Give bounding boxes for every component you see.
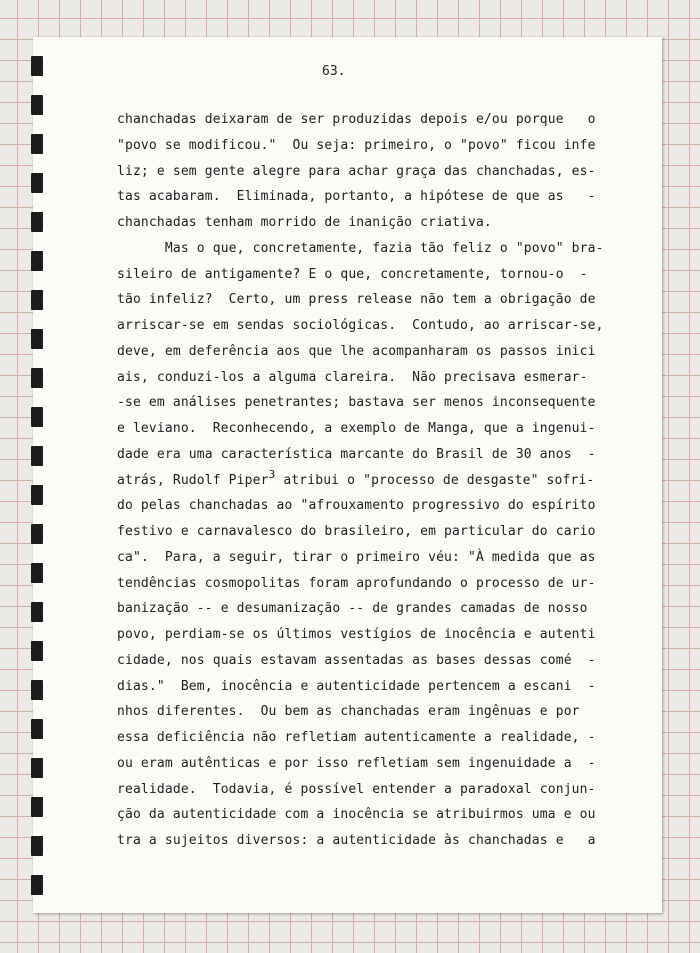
- text-line: chanchadas deixaram de ser produzidas depois e/ou porque o: [117, 112, 596, 127]
- text-line: liz; e sem gente alegre para achar graça das chanchadas, es-: [117, 163, 596, 179]
- text-line: essa deficiência não refletiam autenticamente a realidade, -: [117, 730, 596, 745]
- text-line: sileiro de antigamente? E o que, concretamente, tornou-o -: [117, 266, 588, 282]
- body-text: [117, 107, 607, 854]
- text-line: ais, conduzi-los a alguma clareira. Não precisava esmerar-: [117, 369, 588, 385]
- text-line: Mas o que, concretamente, fazia tão feliz o "povo" bra-: [117, 240, 604, 256]
- text-line: tendências cosmopolitas foram aprofundando o processo de ur-: [117, 575, 596, 591]
- text-line: povo, perdiam-se os últimos vestígios de inocência e autenti: [117, 627, 596, 642]
- footnote-reference: 3: [268, 467, 276, 481]
- text-line: chanchadas tenham morrido de inanição criativa.: [117, 215, 492, 230]
- text-line: tra a sujeitos diversos: a autenticidade às chanchadas e a: [117, 833, 596, 848]
- text-segment: atribui o "processo de desgaste" sofri-: [275, 472, 595, 488]
- text-line: ou eram autênticas e por isso refletiam sem ingenuidade a -: [117, 755, 596, 771]
- text-line: -se em análises penetrantes; bastava ser menos inconsequente: [117, 395, 596, 411]
- text-line: deve, em deferência aos que lhe acompanharam os passos inici: [117, 343, 596, 359]
- text-line: ção da autenticidade com a inocência se atribuirmos uma e ou: [117, 807, 596, 823]
- binding-holes: [31, 56, 47, 896]
- text-line: cidade, nos quais estavam assentadas as bases dessas comé -: [117, 652, 596, 668]
- text-line: realidade. Todavia, é possível entender a paradoxal conjun-: [117, 781, 596, 797]
- text-line: tas acabaram. Eliminada, portanto, a hipótese de que as -: [117, 189, 596, 205]
- text-line: arriscar-se em sendas sociológicas. Contudo, ao arriscar-se,: [117, 318, 604, 333]
- text-line: "povo se modificou." Ou seja: primeiro, o "povo" ficou infe: [117, 137, 596, 153]
- text-line: do pelas chanchadas ao "afrouxamento progressivo do espírito: [117, 498, 596, 514]
- text-line: tão infeliz? Certo, um press release não tem a obrigação de: [117, 292, 596, 308]
- text-line: ca". Para, a seguir, tirar o primeiro véu: "À medida que as: [117, 549, 596, 565]
- text-line: festivo e carnavalesco do brasileiro, em particular do cario: [117, 524, 596, 539]
- text-segment: atrás, Rudolf Piper: [117, 472, 269, 488]
- text-line: dade era uma característica marcante do Brasil de 30 anos -: [117, 446, 596, 462]
- text-line: banização -- e desumanização -- de grandes camadas de nosso: [117, 601, 588, 617]
- text-line: [117, 468, 607, 494]
- page-number: 63.: [322, 64, 346, 79]
- text-line: nhos diferentes. Ou bem as chanchadas eram ingênuas e por: [117, 704, 580, 720]
- text-line: dias." Bem, inocência e autenticidade pertencem a escani -: [117, 678, 596, 694]
- text-line: e leviano. Reconhecendo, a exemplo de Manga, que a ingenui-: [117, 421, 596, 436]
